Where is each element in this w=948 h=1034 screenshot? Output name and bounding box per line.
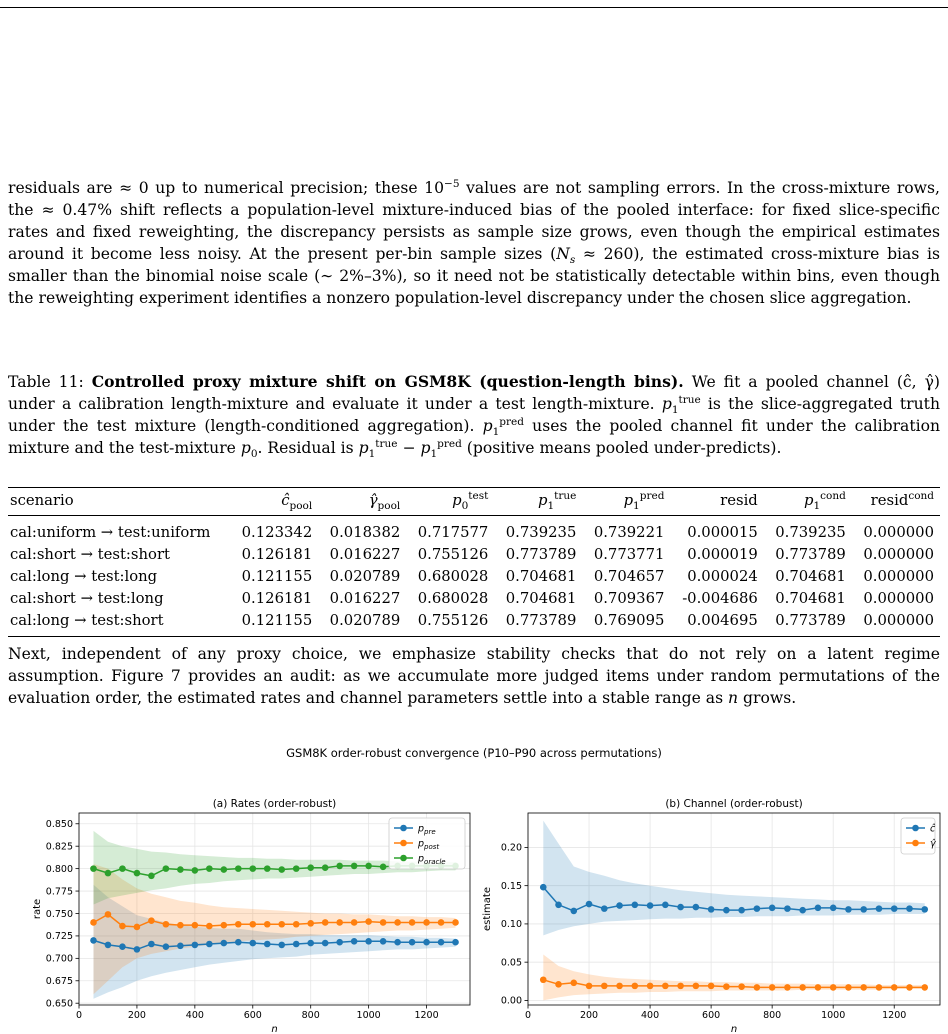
caption-text-2: is the slice-aggregated truth under the test mixture (length-conditioned aggregation). [8,395,940,435]
point-c_hat [876,905,883,912]
para2-text-2: grows. [738,689,797,707]
chart-title: (a) Rates (order-robust) [212,798,337,810]
x-tick-label: 1200 [414,1010,439,1021]
point-c_hat [784,905,791,912]
cell: 0.680028 [417,568,489,585]
point-p_post [322,919,329,926]
y-tick-label: 0.700 [45,953,73,965]
cell: 0.121155 [241,568,313,585]
cell: 0.126181 [241,590,313,607]
table-row [8,544,940,566]
point-p_pre [249,940,256,947]
point-p_pre [90,937,97,944]
point-c_hat [754,905,761,912]
y-tick-label: 0.725 [45,931,73,943]
cell: 0.704681 [775,568,846,585]
y-axis-label: rate [32,898,43,920]
point-p_post [351,919,358,926]
point-p_oracle [235,865,242,872]
point-gamma_hat [921,984,928,991]
legend-label-p_pre: $p_{pre}$ [418,823,436,836]
point-p_pre [177,942,184,949]
point-p_post [192,922,199,929]
cell: 0.000024 [687,568,758,585]
point-p_post [380,919,387,926]
point-c_hat [601,905,608,912]
point-p_post [307,920,314,927]
point-c_hat [570,908,577,915]
cell: 0.000000 [863,590,934,607]
point-gamma_hat [601,983,608,990]
caption-text-3: uses the pooled channel fit under the calibration mixture and the test-mixture [8,417,941,457]
cell: 0.000019 [687,546,758,563]
point-p_pre [336,939,343,946]
cell: 0.020789 [329,568,401,585]
band-gamma_hat [543,955,924,1001]
legend-marker [400,855,407,862]
point-p_pre [206,941,213,948]
y-tick-label: 0.05 [500,957,522,969]
point-p_oracle [336,863,343,870]
cell: 0.121155 [230,610,318,637]
legend-marker [400,825,407,832]
cell: 0.000000 [863,568,934,585]
y-tick-label: 0.750 [45,908,73,920]
caption-label: Table 11: [8,373,92,391]
caption-sub-1: 1 [671,404,679,417]
chart-title: (b) Channel (order-robust) [665,798,803,810]
point-gamma_hat [555,981,562,988]
caption-minus: − [397,439,421,457]
point-p_post [148,917,155,924]
legend-label-p_oracle: $p_{oracle}$ [418,853,446,866]
point-p_pre [452,939,459,946]
point-p_pre [134,946,141,953]
legend-label-c_hat: ĉ [930,823,936,835]
point-p_oracle [264,865,271,872]
x-tick-label: 1000 [821,1010,846,1021]
point-c_hat [921,906,928,913]
cell: 0.773789 [775,546,846,563]
cell: 0.773771 [593,546,665,563]
cell: 0.016227 [329,590,401,607]
x-tick-label: 400 [641,1010,660,1021]
point-p_oracle [163,865,170,872]
point-p_pre [351,938,358,945]
table-row [8,588,940,610]
point-p_pre [394,939,401,946]
point-p_post [249,921,256,928]
point-p_post [134,924,141,931]
header-scenario: scenario [8,488,230,516]
cell: 0.717577 [417,524,489,541]
para2-text-1: Next, independent of any proxy choice, we emphasize stability checks that do not rely on a latent regime assumption. Figure 7 provides an audit: as we accumulate more judged items under random permutations of the evaluation order, the estimated rates and channel parameters settle into a stable range as [8,645,940,707]
para1-text-3: ≈ 260), the estimated cross-mixture bias is smaller than the binomial noise scale (∼ 2%–3%), so it need not be statistically detectable within bins, even though the reweighting experiment identifies a nonzero population-level discrepancy under the chosen slice aggregation. [8,245,940,307]
point-c_hat [830,905,837,912]
point-p_post [336,919,343,926]
point-p_oracle [192,867,199,874]
header-p0-test: $p_0^{test}$ [406,488,494,516]
point-gamma_hat [815,984,822,991]
point-p_pre [423,939,430,946]
point-gamma_hat [906,984,913,991]
cell: 0.000015 [687,524,758,541]
point-p_post [264,921,271,928]
point-p_oracle [351,863,358,870]
point-gamma_hat [647,983,654,990]
table-header-row [8,488,940,516]
point-gamma_hat [754,984,761,991]
point-p_oracle [307,864,314,871]
cell: 0.004695 [670,610,763,637]
header-resid-cond: resid$^{cond}$ [852,488,940,516]
x-tick-label: 600 [243,1010,262,1021]
point-gamma_hat [708,983,715,990]
x-tick-label: 200 [579,1010,599,1021]
point-c_hat [693,904,700,911]
point-p_pre [409,939,416,946]
y-tick-label: 0.00 [500,995,522,1007]
point-gamma_hat [723,983,730,990]
point-p_pre [278,942,285,949]
convergence-figure [0,735,948,1034]
results-table [8,487,940,637]
point-p_oracle [293,865,300,872]
caption-text-4: . Residual is [257,439,359,457]
para1-var-sub: s [569,254,576,267]
point-p_oracle [206,865,213,872]
caption-text-1: We fit a pooled channel (ĉ, γ̂) under a calibration length-mixture and evaluate it under a test length-mixture. [8,373,940,413]
point-c_hat [708,906,715,913]
cell: 0.704681 [775,590,846,607]
point-gamma_hat [616,983,623,990]
cell: 0.773789 [505,546,577,563]
caption-sub-1b: 1 [492,426,500,439]
point-p_post [452,919,459,926]
y-tick-label: 0.15 [500,880,522,892]
cell: 0.123342 [241,524,313,541]
cell: 0.709367 [593,590,665,607]
point-c_hat [586,901,593,908]
x-axis-label: n [730,1024,738,1034]
point-p_pre [264,941,271,948]
cell-scenario: cal:short → test:long [10,590,164,607]
x-tick-label: 800 [301,1010,320,1021]
point-gamma_hat [570,980,577,987]
y-tick-label: 0.10 [500,919,522,931]
caption-p0: p [240,439,251,457]
point-p_post [394,919,401,926]
point-gamma_hat [876,984,883,991]
cell: 0.769095 [582,610,670,637]
header-p1-pred: $p_1^{pred}$ [582,488,670,516]
point-p_pre [148,941,155,948]
point-p_oracle [221,866,228,873]
band-c_hat [543,821,924,936]
rates-chart [32,798,470,1034]
point-c_hat [815,905,822,912]
header-resid: resid [670,488,763,516]
point-p_oracle [119,865,126,872]
cell: 0.755126 [417,546,489,563]
para1-var-n: N [556,245,570,263]
point-p_pre [380,938,387,945]
y-tick-label: 0.20 [500,842,522,854]
cell: -0.004686 [682,590,758,607]
point-c_hat [723,907,730,914]
caption-sub-1d: 1 [430,448,438,461]
x-tick-label: 600 [702,1010,721,1021]
cell: 0.704681 [505,590,577,607]
point-c_hat [632,901,639,908]
point-p_pre [365,938,372,945]
cell: 0.018382 [329,524,401,541]
cell-scenario: cal:short → test:short [10,546,170,563]
caption-sup-true-2: true [375,437,398,450]
point-p_oracle [278,866,285,873]
caption-p-true: p [661,395,672,413]
cell: 0.773789 [764,610,852,637]
cell-scenario: cal:long → test:long [10,568,158,585]
point-gamma_hat [830,984,837,991]
x-tick-label: 0 [524,1010,532,1021]
cell: 0.739235 [775,524,846,541]
point-p_oracle [249,865,256,872]
point-p_post [423,919,430,926]
caption-text-5: (positive means pooled under-predicts). [461,439,782,457]
caption-resid-p-true: p [358,439,369,457]
x-tick-label: 0 [75,1010,83,1021]
caption-resid-p-pred: p [420,439,431,457]
cell: 0.020789 [318,610,406,637]
caption-sup-pred: pred [499,415,524,428]
x-tick-label: 1200 [882,1010,907,1021]
point-gamma_hat [738,983,745,990]
cell-scenario: cal:long → test:short [8,610,230,637]
cell: 0.773789 [494,610,582,637]
legend-label-p_post: $p_{post}$ [418,838,440,851]
point-c_hat [906,905,913,912]
point-p_post [105,911,112,918]
paragraph-stability [8,643,940,709]
caption-title: Controlled proxy mixture shift on GSM8K (question-length bins). [91,372,684,391]
table-row [8,516,940,545]
point-p_post [177,922,184,929]
point-p_pre [235,939,242,946]
point-c_hat [799,907,806,914]
point-gamma_hat [693,983,700,990]
point-p_oracle [322,864,329,871]
channel-chart [482,798,940,1034]
header-c-pool: $ĉ_{pool}$ [230,488,318,516]
point-gamma_hat [845,984,852,991]
x-tick-label: 200 [127,1010,146,1021]
x-tick-label: 1000 [356,1010,381,1021]
y-tick-label: 0.825 [45,841,73,853]
point-c_hat [845,906,852,913]
x-tick-label: 800 [763,1010,782,1021]
legend-marker [912,825,919,832]
point-p_oracle [177,866,184,873]
point-p_pre [105,942,112,949]
point-p_oracle [90,865,97,872]
legend-marker [912,840,919,847]
cell: 0.704681 [505,568,577,585]
point-gamma_hat [586,983,593,990]
y-tick-label: 0.800 [45,863,73,875]
cell: 0.000000 [863,546,934,563]
point-p_post [278,921,285,928]
y-axis-label: estimate [482,886,493,932]
y-tick-label: 0.850 [45,819,73,831]
cell: 0.680028 [417,590,489,607]
cell: 0.000000 [852,610,940,637]
cell: 0.755126 [406,610,494,637]
legend-label-gamma_hat: γ̂ [930,838,936,850]
point-p_oracle [365,863,372,870]
point-gamma_hat [799,984,806,991]
point-gamma_hat [677,983,684,990]
point-gamma_hat [860,984,867,991]
cell: 0.704657 [593,568,665,585]
point-gamma_hat [769,984,776,991]
point-p_oracle [134,870,141,877]
figure-suptitle: GSM8K order-robust convergence (P10–P90 across permutations) [286,746,662,760]
point-c_hat [677,904,684,911]
point-p_pre [322,940,329,947]
caption-sub-1c: 1 [368,448,376,461]
point-p_oracle [380,864,387,871]
para1-text-1: residuals are ≈ 0 up to numerical precision; these 10 [8,179,445,197]
y-tick-label: 0.650 [45,998,73,1010]
point-p_pre [438,939,445,946]
caption-sub-0: 0 [250,448,258,461]
point-p_pre [221,940,228,947]
paragraph-residuals [8,177,940,309]
y-tick-label: 0.675 [45,976,73,988]
point-p_pre [293,941,300,948]
table-row [8,566,940,588]
point-p_oracle [148,873,155,880]
point-c_hat [738,907,745,914]
point-p_post [409,919,416,926]
para1-exponent: −5 [444,177,460,190]
point-p_oracle [105,870,112,877]
cell: 0.739235 [505,524,577,541]
point-p_pre [163,943,170,950]
legend-marker [400,840,407,847]
point-gamma_hat [540,976,547,983]
cell: 0.000000 [863,524,934,541]
point-c_hat [540,884,547,891]
point-gamma_hat [632,983,639,990]
point-p_post [438,919,445,926]
point-gamma_hat [784,984,791,991]
cell: 0.126181 [241,546,313,563]
point-p_post [235,921,242,928]
cell-scenario: cal:uniform → test:uniform [10,524,211,541]
header-p1-true: $p_1^{true}$ [494,488,582,516]
point-c_hat [616,902,623,909]
table-caption [8,371,940,459]
point-gamma_hat [662,983,669,990]
cell: 0.739221 [593,524,665,541]
x-tick-label: 400 [185,1010,204,1021]
point-p_post [365,918,372,925]
caption-sup-true: true [678,393,701,406]
y-tick-label: 0.775 [45,886,73,898]
point-p_post [293,921,300,928]
point-c_hat [662,901,669,908]
para1-text-2: values are not sampling errors. In the cross-mixture rows, the ≈ 0.47% shift reflects a population-level mixture-induced bias of the pooled interface: for fixed slice-specific rates and fixed reweighting, the discrepancy persists as sample size grows, even though the empirical estimates around it become less noisy. At the present per-bin sample sizes ( [8,179,940,263]
caption-p-pred: p [482,417,493,435]
x-axis-label: n [271,1024,278,1034]
point-gamma_hat [891,984,898,991]
para2-var-n: n [728,689,739,707]
point-p_pre [192,942,199,949]
point-p_post [119,923,126,930]
point-c_hat [769,905,776,912]
point-p_post [206,923,213,930]
point-p_pre [119,943,126,950]
point-p_post [90,919,97,926]
point-c_hat [891,905,898,912]
point-p_pre [307,940,314,947]
cell: 0.016227 [329,546,401,563]
header-p1-cond: $p_1^{cond}$ [764,488,852,516]
point-p_post [163,921,170,928]
point-p_post [221,922,228,929]
point-c_hat [555,901,562,908]
caption-sup-pred-2: pred [437,437,462,450]
point-c_hat [647,902,654,909]
header-gamma-pool: $\gammâ_{pool}$ [318,488,406,516]
top-rule [0,7,948,8]
table-row [8,610,940,637]
point-c_hat [860,906,867,913]
